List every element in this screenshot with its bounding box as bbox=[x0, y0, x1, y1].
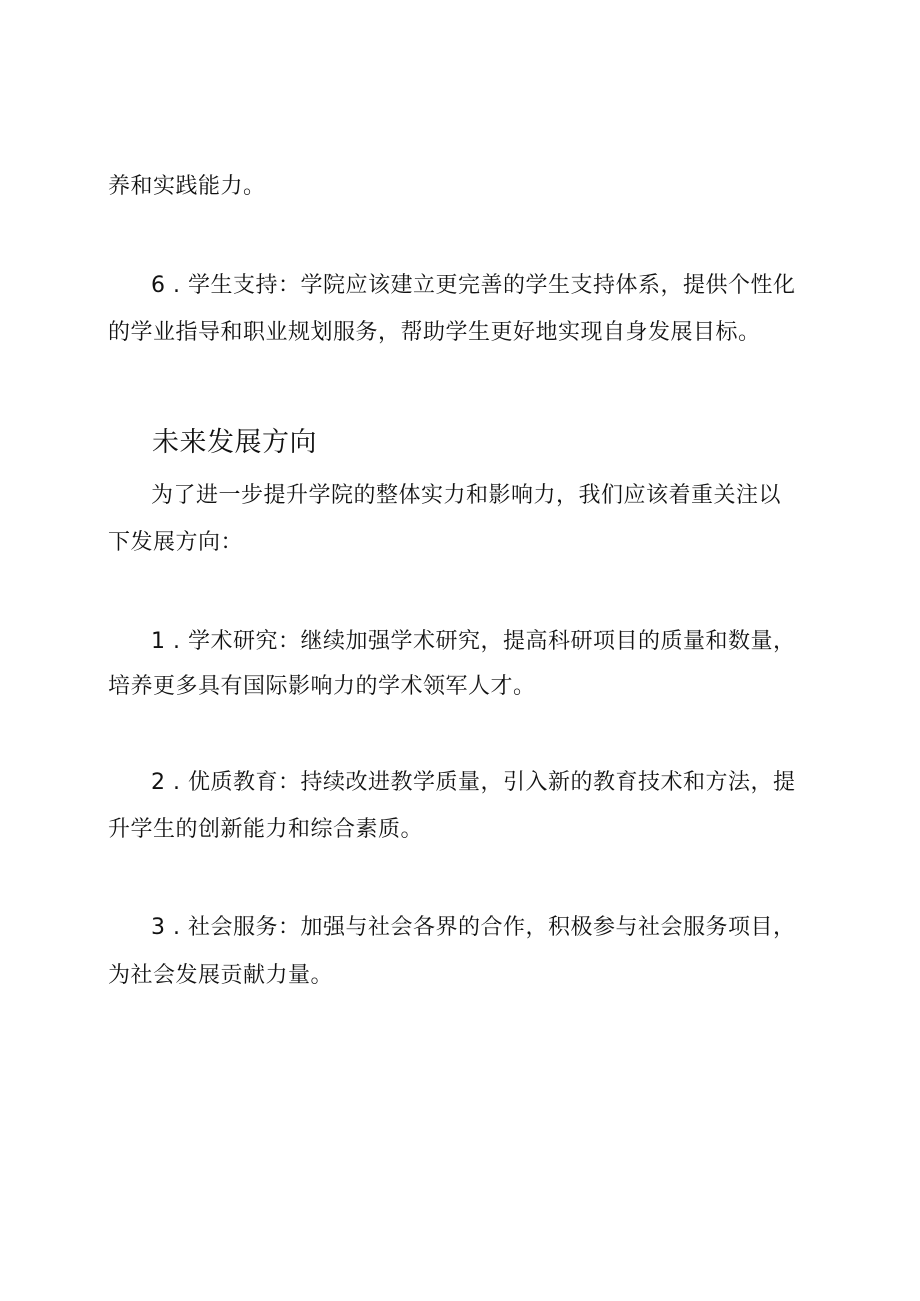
list-item-1-line-2: 培养更多具有国际影响力的学术领军人才。 bbox=[108, 674, 536, 699]
list-item-1-line-1: 1 . 学术研究：继续加强学术研究，提高科研项目的质量和数量， bbox=[151, 629, 796, 654]
list-item-6-line-2: 的学业指导和职业规划服务，帮助学生更好地实现自身发展目标。 bbox=[108, 320, 761, 345]
continuation-text: 养和实践能力。 bbox=[108, 174, 266, 199]
list-item-2-line-2: 升学生的创新能力和综合素质。 bbox=[108, 817, 424, 842]
list-item-6-line-1: 6 . 学生支持：学院应该建立更完善的学生支持体系，提供个性化 bbox=[151, 273, 796, 298]
list-item-3-line-1: 3 . 社会服务：加强与社会各界的合作，积极参与社会服务项目， bbox=[151, 915, 796, 940]
intro-line-1: 为了进一步提升学院的整体实力和影响力，我们应该着重关注以 bbox=[151, 483, 782, 508]
list-item-2-line-1: 2 . 优质教育：持续改进教学质量，引入新的教育技术和方法，提 bbox=[151, 770, 796, 795]
intro-line-2: 下发展方向： bbox=[108, 530, 244, 555]
section-heading: 未来发展方向 bbox=[152, 427, 317, 458]
list-item-3-line-2: 为社会发展贡献力量。 bbox=[108, 963, 334, 988]
